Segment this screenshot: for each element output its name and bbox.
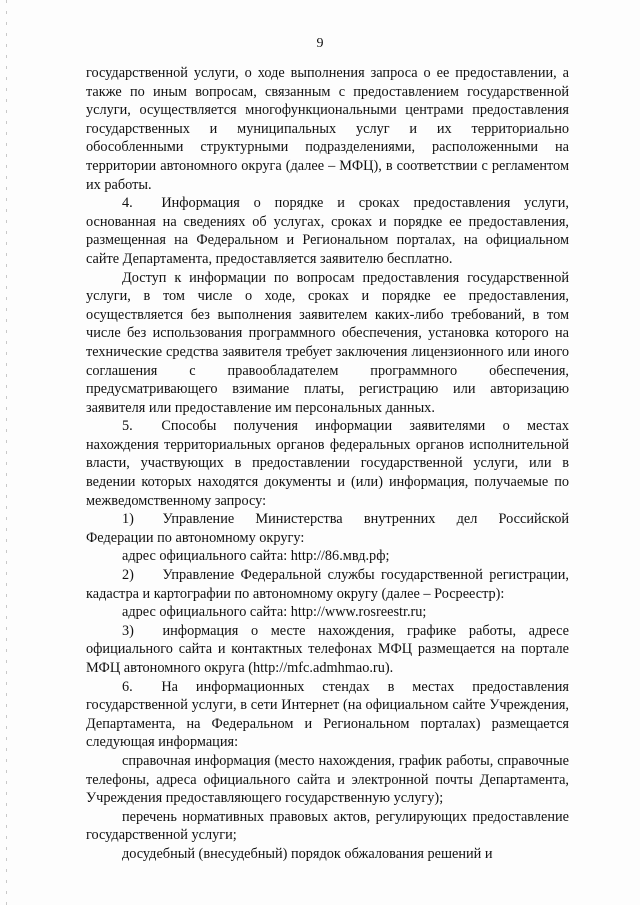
page-number: 9	[316, 36, 324, 51]
paragraph-access: Доступ к информации по вопросам предоставления государственной услуги, в том числе о ходе, сроках и порядке ее предоставления, осуществляется без выполнения заявителем каких-либо требований, в том числе без использования программного обеспечения, установка которого на технические средства заявителя требует заключения лицензионного или иного соглашения с правообладателем программного обеспечения, предусматривающего взимание платы, регистрацию или авторизацию заявителя или предоставление им персональных данных.	[86, 269, 569, 416]
paragraph-subitem-3: 3) информация о месте нахождения, графике работы, адресе официального сайта и контактных телефонах МФЦ размещается на портале МФЦ автономного округа (http://mfc.admhmao.ru).	[86, 622, 569, 676]
paragraph-item-5: 5. Способы получения информации заявителями о местах нахождения территориальных органов федеральных органов исполнительной власти, участвующих в предоставлении государственной услуги, или в ведении которых находятся документы и (или) информация, получаемые по межведомственному запросу:	[86, 418, 569, 509]
scan-edge-marks	[6, 0, 7, 905]
paragraph-item-6: 6. На информационных стендах в местах предоставления государственной услуги, в сети Интернет (на официальном сайте Учреждения, Департамента, на Федеральном и Региональном порталах) размещается следующая информация:	[86, 678, 569, 751]
paragraph-site-rosreestr: адрес официального сайта: http://www.rosreestr.ru;	[122, 604, 427, 621]
paragraph-subitem-1: 1) Управление Министерства внутренних дел Российской Федерации по автономному округу:	[86, 511, 569, 546]
paragraph-appeal: досудебный (внесудебный) порядок обжалования решений и	[122, 845, 493, 862]
body-text	[86, 64, 569, 864]
paragraph-site-mvd: адрес официального сайта: http://86.мвд.рф;	[122, 548, 390, 565]
paragraph-reference-info: справочная информация (место нахождения, график работы, справочные телефоны, адреса официального сайта и электронной почты Департамента, Учреждения предоставляющего государственную услугу);	[86, 752, 569, 807]
paragraph-item-4: 4. Информация о порядке и сроках предоставления услуги, основанная на сведениях об услугах, сроках и порядке ее предоставления, размещенная на Федеральном и Региональном порталах, на официальном сайте Департамента, предоставляется заявителю бесплатно.	[86, 195, 569, 267]
paragraph-continuation: государственной услуги, о ходе выполнения запроса о ее предоставлении, а также по иным вопросам, связанным с предоставлением государственной услуги, осуществляется многофункциональными центрами предоставления государственных и муниципальных услуг и их территориально обособленными структурными подразделениями, расположенными на территории автономного округа (далее – МФЦ), в соответствии с регламентом их работы.	[86, 65, 569, 193]
paragraph-subitem-2: 2) Управление Федеральной службы государственной регистрации, кадастра и картографии по автономному округу (далее – Росреестр):	[86, 567, 569, 602]
paragraph-legal-acts: перечень нормативных правовых актов, регулирующих предоставление государственной услуги;	[86, 808, 569, 844]
